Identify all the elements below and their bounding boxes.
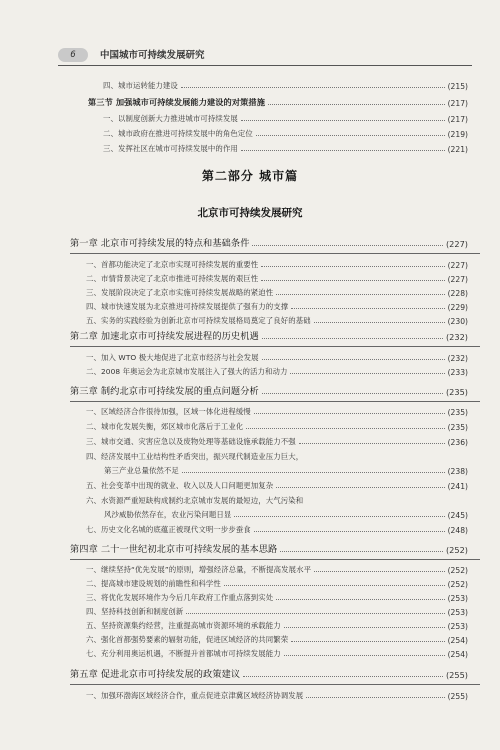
toc-entry-page: (232) <box>447 354 468 363</box>
section-title: 北京市可持续发展研究 <box>197 207 303 219</box>
toc-entry-title: 二、城市政府在推进可持续发展中的角色定位 <box>103 129 253 138</box>
leader-dots <box>276 599 444 600</box>
leader-dots <box>224 585 445 586</box>
toc-entry-page: (217) <box>447 99 468 108</box>
toc-entry-title: 一、继续坚持“优先发展”的原则，增强经济总量，不断提高发展水平 <box>86 565 312 574</box>
toc-entry-title: 六、水资源严重短缺构成制约北京城市发展的最短边，大气污染和 <box>86 496 304 505</box>
toc-entry-page: (227) <box>447 261 468 270</box>
leader-dots <box>290 373 444 374</box>
toc-entry-title: 三、将优化发展环境作为今后几年政府工作重点落到实处 <box>86 593 274 602</box>
toc-entry-title: 七、充分利用奥运机遇，不断提升首都城市可持续发展能力 <box>86 649 281 658</box>
chapter-entry <box>70 328 468 342</box>
page-number-badge: 6 <box>58 48 88 62</box>
toc-entry <box>86 405 468 417</box>
chapter-page: (235) <box>445 387 468 397</box>
running-title: 中国城市可持续发展研究 <box>100 50 205 61</box>
chapter-rule <box>70 401 480 402</box>
toc-entry-title: 四、城市运转能力建设 <box>103 81 178 90</box>
toc-entry-title: 四、城市快速发展为北京推进可持续发展提供了强有力的支撑 <box>86 302 289 311</box>
toc-entry-page: (236) <box>447 438 468 447</box>
toc-entry-page: (215) <box>447 82 468 91</box>
leader-dots <box>182 472 445 473</box>
toc-entry-continuation <box>104 464 468 476</box>
leader-dots <box>268 104 445 105</box>
toc-entry-title: 一、首都功能决定了北京市实现可持续发展的重要性 <box>86 260 259 269</box>
toc-entry <box>86 300 468 312</box>
toc-entry <box>86 286 468 298</box>
toc-entry <box>86 494 468 506</box>
toc-entry-page: (245) <box>447 511 468 520</box>
toc-entry <box>86 577 468 589</box>
chapter-title: 第五章 促进北京市可持续发展的政策建议 <box>70 669 241 680</box>
toc-entry-title: 三、发展阶段决定了北京市实施可持续发展战略的紧迫性 <box>86 288 274 297</box>
toc-entry-page: (253) <box>447 594 468 603</box>
toc-entry <box>86 647 468 659</box>
toc-entry-page: (253) <box>447 608 468 617</box>
chapter-page: (232) <box>445 332 468 342</box>
leader-dots <box>314 571 444 572</box>
toc-entry-title: 二、市情背景决定了北京市推进可持续发展的艰巨性 <box>86 274 259 283</box>
chapter-rule <box>70 684 480 685</box>
toc-entry-page: (254) <box>447 636 468 645</box>
leader-dots <box>254 413 445 414</box>
chapter-page: (227) <box>445 239 468 249</box>
toc-entry <box>86 619 468 631</box>
chapter-title: 第一章 北京市可持续发展的特点和基础条件 <box>70 238 250 249</box>
toc-entry-title: 五、社会变革中出现的就业、收入以及人口问题更加复杂 <box>86 481 274 490</box>
toc-entry <box>86 563 468 575</box>
leader-dots <box>254 531 445 532</box>
toc-entry-title: 一、加强环渤海区域经济合作，重点促进京津冀区域经济协调发展 <box>86 691 304 700</box>
toc-entry-title: 四、经济发展中工业结构性矛盾突出，振兴现代制造业压力巨大， <box>86 452 304 461</box>
toc-entry-page: (229) <box>447 303 468 312</box>
toc-entry <box>86 450 468 462</box>
toc-entry-page: (230) <box>447 317 468 326</box>
toc-entry-page: (221) <box>447 145 468 154</box>
toc-entry <box>86 420 468 432</box>
toc-entry <box>86 605 468 617</box>
toc-entry <box>86 479 468 491</box>
toc-entry-page: (255) <box>447 692 468 701</box>
leader-dots <box>186 613 444 614</box>
toc-entry <box>86 314 468 326</box>
toc-entry-title: 五、实务的实践经验为创新北京市可持续发展格局奠定了良好的基础 <box>86 316 311 325</box>
chapter-entry <box>70 541 468 555</box>
toc-entry-page: (253) <box>447 622 468 631</box>
toc-entry-page: (238) <box>447 467 468 476</box>
leader-dots <box>276 487 444 488</box>
chapter-page: (252) <box>445 545 468 555</box>
toc-entry-title: 二、城市化发展失衡，郊区城市化落后于工业化 <box>86 422 244 431</box>
toc-entry-page: (241) <box>447 482 468 491</box>
chapter-page: (255) <box>445 670 468 680</box>
leader-dots <box>299 443 445 444</box>
toc-entry-title: 七、历史文化名城的底蕴正被现代文明一步步蚕食 <box>86 525 251 534</box>
toc-entry <box>86 351 468 363</box>
leader-dots <box>181 87 445 88</box>
leader-dots <box>306 697 444 698</box>
leader-dots <box>314 322 445 323</box>
leader-dots <box>280 551 443 552</box>
toc-entry-continuation <box>104 508 468 520</box>
toc-entry-page: (233) <box>447 368 468 377</box>
toc-entry-title: 二、2008 年奥运会为北京城市发展注入了强大的活力和动力 <box>86 367 288 376</box>
chapter-title: 第三章 制约北京市可持续发展的重点问题分析 <box>70 386 259 397</box>
toc-entry-page: (219) <box>447 130 468 139</box>
part-title: 第二部分 城市篇 <box>201 169 299 183</box>
toc-entry-page: (248) <box>447 526 468 535</box>
leader-dots <box>262 338 443 339</box>
toc-entry <box>86 272 468 284</box>
toc-entry-page: (217) <box>447 115 468 124</box>
leader-dots <box>256 135 445 136</box>
chapter-rule <box>70 559 480 560</box>
chapter-entry <box>70 666 468 680</box>
toc-entry <box>86 591 468 603</box>
toc-entry <box>86 365 468 377</box>
toc-entry-title: 三、城市交通、灾害应急以及废物处理等基础设施承载能力不强 <box>86 437 296 446</box>
leader-dots <box>262 359 445 360</box>
toc-entry <box>86 689 468 701</box>
chapter-entry <box>70 235 468 249</box>
chapter-rule <box>70 253 480 254</box>
leader-dots <box>241 120 445 121</box>
toc-entry-title: 一、加入 WTO 极大地促进了北京市经济与社会发展 <box>86 353 259 362</box>
leader-dots <box>261 266 444 267</box>
toc-entry <box>103 112 468 124</box>
toc-entry <box>86 435 468 447</box>
chapter-title: 第四章 二十一世纪初北京市可持续发展的基本思路 <box>70 544 278 555</box>
chapter-title: 第二章 加速北京市可持续发展进程的历史机遇 <box>70 331 259 342</box>
toc-entry-title: 第三产业总量依然不足 <box>104 466 179 475</box>
toc-entry <box>86 523 468 535</box>
toc-entry-title: 第三节 加强城市可持续发展能力建设的对策措施 <box>88 97 265 107</box>
toc-entry-title: 三、发挥社区在城市可持续发展中的作用 <box>103 144 238 153</box>
toc-entry <box>103 127 468 139</box>
toc-entry-page: (235) <box>447 408 468 417</box>
toc-entry-title: 风沙威胁依然存在，农业污染问题日显 <box>104 510 232 519</box>
leader-dots <box>276 294 444 295</box>
leader-dots <box>291 641 444 642</box>
leader-dots <box>246 428 444 429</box>
leader-dots <box>262 393 443 394</box>
toc-entry-title: 六、强化首都强势要素的辐射功能，促进区域经济的共同繁荣 <box>86 635 289 644</box>
leader-dots <box>252 245 442 246</box>
toc-entry-title: 二、提高城市建设规划的前瞻性和科学性 <box>86 579 221 588</box>
leader-dots <box>284 627 445 628</box>
leader-dots <box>234 516 444 517</box>
toc-entry-page: (252) <box>447 580 468 589</box>
chapter-entry <box>70 383 468 397</box>
leader-dots <box>243 676 443 677</box>
toc-entry-page: (235) <box>447 423 468 432</box>
toc-entry <box>103 142 468 154</box>
toc-entry-page: (254) <box>447 650 468 659</box>
chapter-rule <box>70 346 480 347</box>
toc-entry-page: (252) <box>447 566 468 575</box>
toc-entry <box>86 258 468 270</box>
toc-entry-title: 五、坚持资源集约经营，注重提高城市资源环境的承载能力 <box>86 621 281 630</box>
leader-dots <box>284 655 445 656</box>
toc-entry-title: 一、以制度创新大力推进城市可持续发展 <box>103 114 238 123</box>
toc-entry-page: (227) <box>447 275 468 284</box>
leader-dots <box>241 150 445 151</box>
toc-entry-title: 一、区域经济合作很待加强，区域一体化进程缓慢 <box>86 407 251 416</box>
toc-entry-title: 四、坚持科技创新和制度创新 <box>86 607 184 616</box>
toc-entry <box>103 79 468 91</box>
toc-section-entry <box>88 96 468 108</box>
toc-entry <box>86 633 468 645</box>
toc-entry-page: (228) <box>447 289 468 298</box>
leader-dots <box>291 308 444 309</box>
leader-dots <box>261 280 444 281</box>
